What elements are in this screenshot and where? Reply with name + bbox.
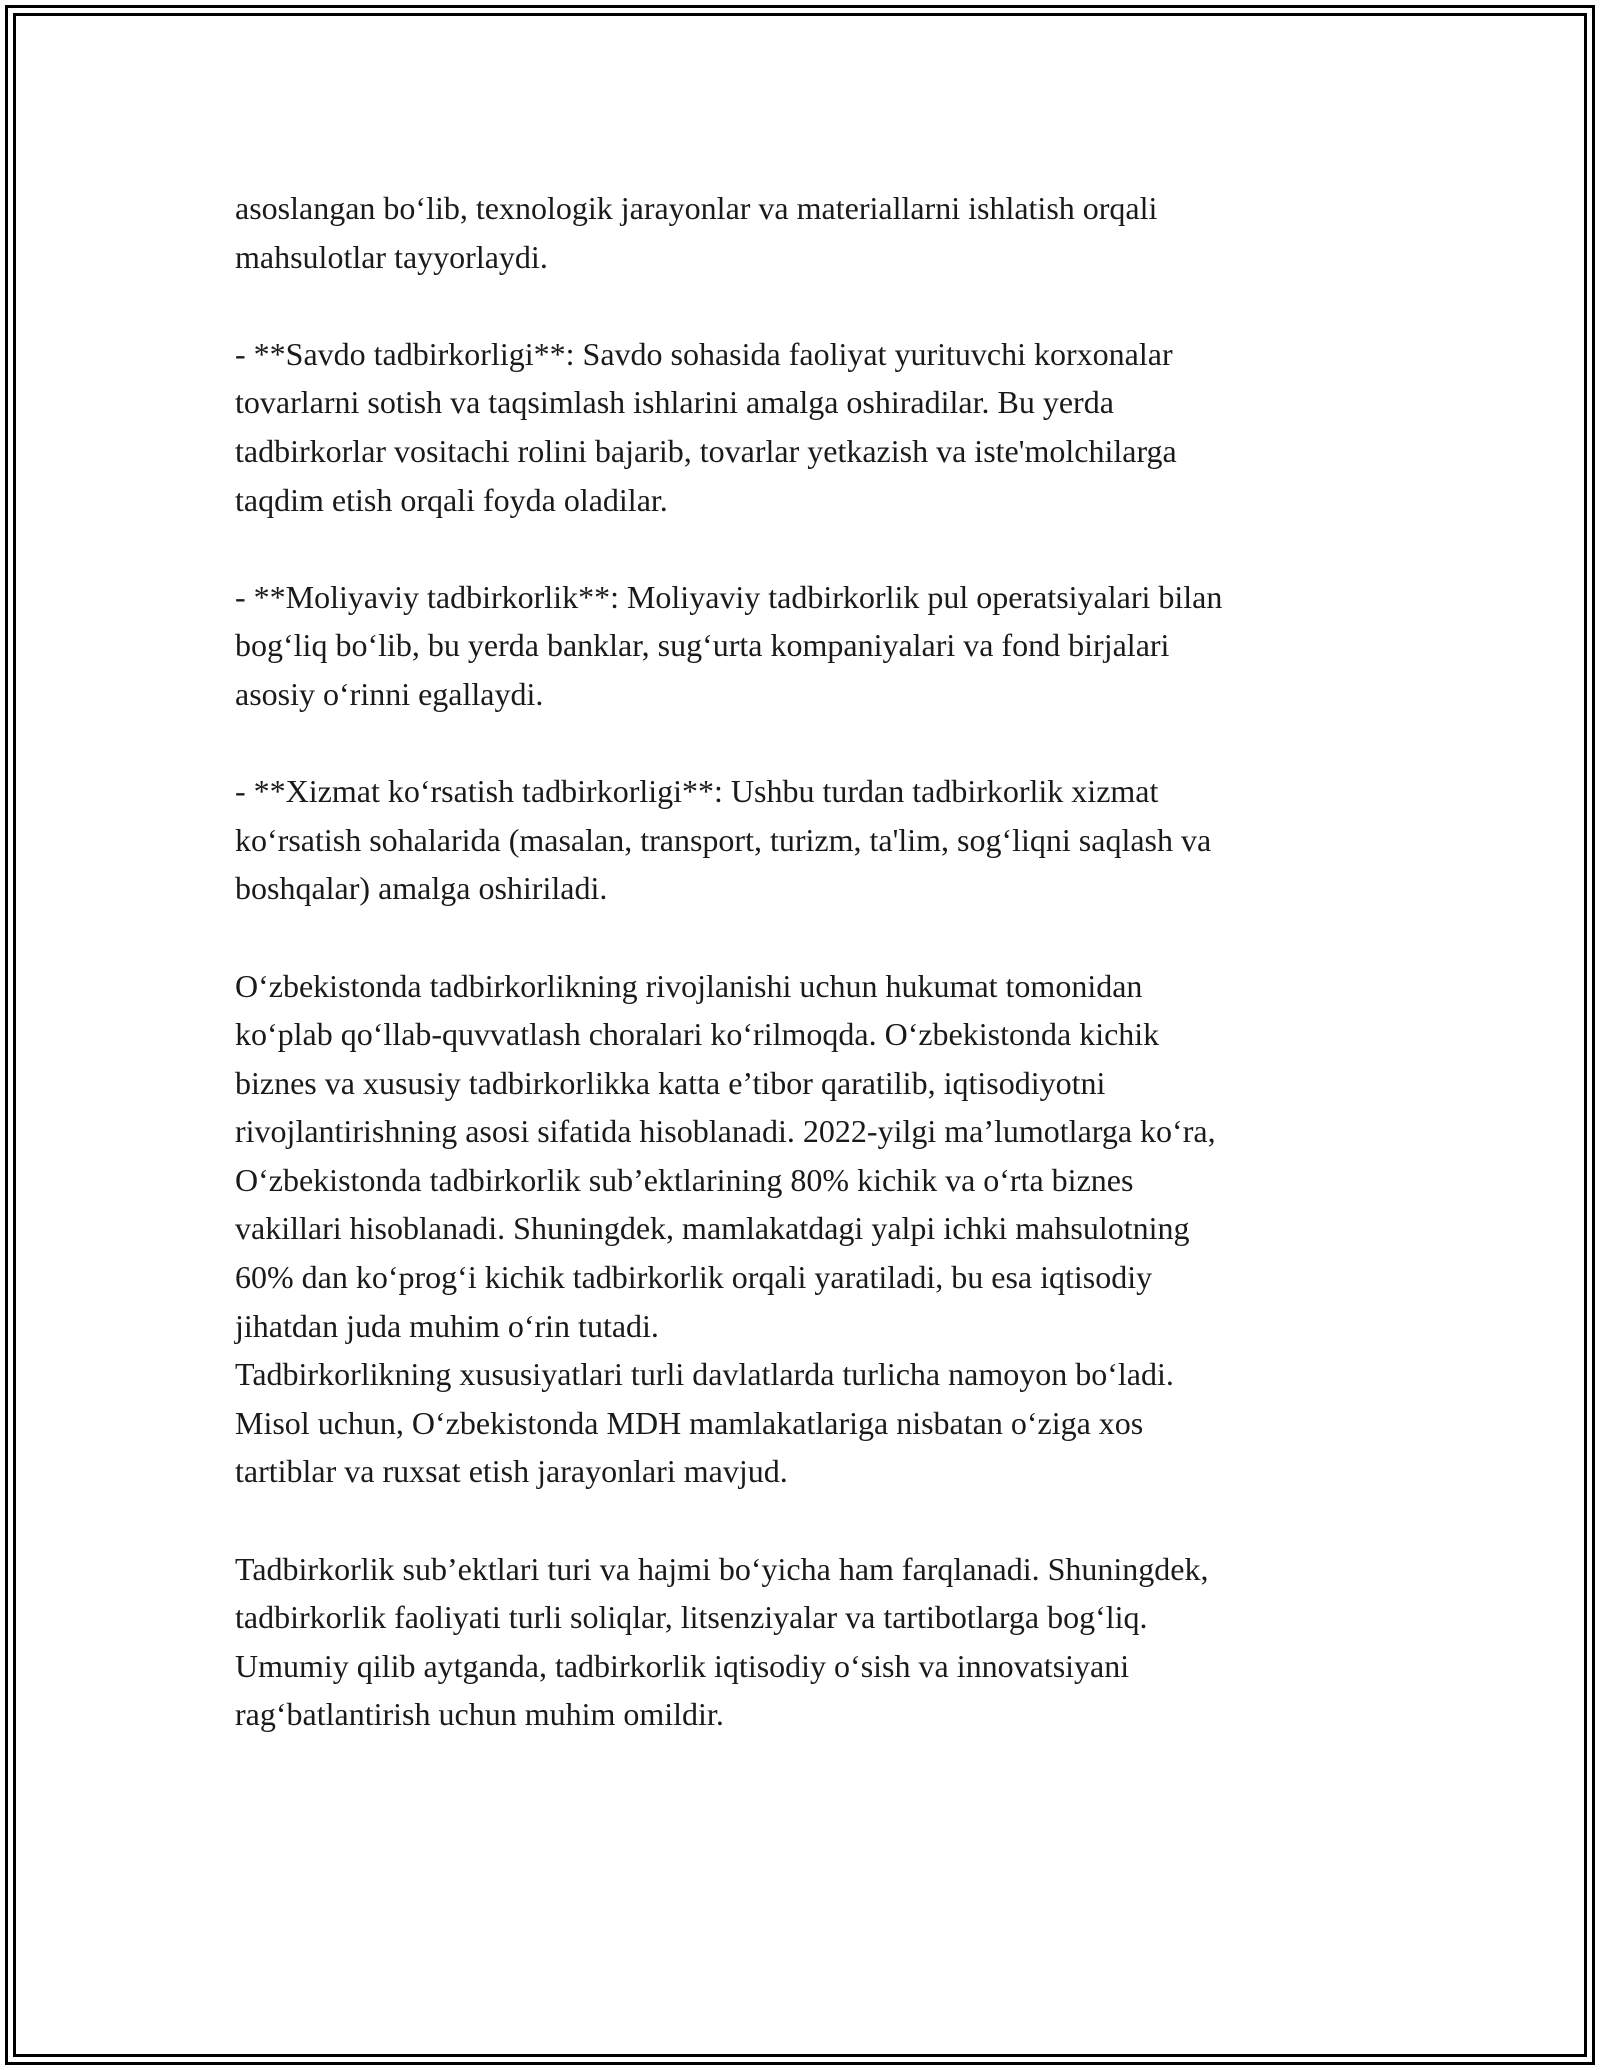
paragraph-spacer	[235, 1496, 1385, 1545]
paragraph-service-entrepreneurship: - **Xizmat ko‘rsatish tadbirkorligi**: Ushbu turdan tadbirkorlik xizmat ko‘rsatish sohalarida (masalan, transport, turizm, ta'lim, sog‘liqni saqlash va boshqalar) amalga oshiriladi.	[235, 773, 1212, 907]
paragraph-uzbekistan-support: O‘zbekistonda tadbirkorlikning rivojlanishi uchun hukumat tomonidan ko‘plab qo‘llab-quvvatlash choralari ko‘rilmoqda. O‘zbekistonda kichik biznes va xususiy tadbirkorlikka katta e’tibor qaratilib, iqtisodiyotni rivojlantirishning asosi sifatida hisoblanadi. 2022-yilgi ma’lumotlarga ko‘ra, O‘zbekistonda tadbirkorlik sub’ektlarining 80% kichik va o‘rta biznes vakillari hisoblanadi. Shuningdek, mamlakatdagi yalpi ichki mahsulotning 60% dan ko‘prog‘i kichik tadbirkorlik orqali yaratiladi, bu esa iqtisodiy jihatdan juda muhim o‘rin tutadi.	[235, 967, 1216, 1344]
paragraph-spacer	[235, 913, 1385, 962]
paragraph-spacer	[235, 719, 1385, 768]
paragraph-country-features: Tadbirkorlikning xususiyatlari turli davlatlarda turlicha namoyon bo‘ladi. Misol uchun, O‘zbekistonda MDH mamlakatlariga nisbatan o‘ziga xos tartiblar va ruxsat etish jarayonlari mavjud.	[235, 1356, 1174, 1490]
paragraph-trade-entrepreneurship: - **Savdo tadbirkorligi**: Savdo sohasida faoliyat yurituvchi korxonalar tovarlarni sotish va taqsimlash ishlarini amalga oshiradilar. Bu yerda tadbirkorlar vositachi rolini bajarib, tovarlar yetkazish va iste'molchilarga taqdim etish orqali foyda oladilar.	[235, 335, 1177, 518]
paragraph-production-intro: asoslangan bo‘lib, texnologik jarayonlar va materiallarni ishlatish orqali mahsulotlar tayyorlaydi.	[235, 190, 1158, 275]
paragraph-financial-entrepreneurship: - **Moliyaviy tadbirkorlik**: Moliyaviy tadbirkorlik pul operatsiyalari bilan bog‘liq bo‘lib, bu yerda banklar, sug‘urta kompaniyalari va fond birjalari asosiy o‘rinni egallaydi.	[235, 578, 1223, 712]
document-body	[235, 184, 1385, 1739]
paragraph-conclusion: Tadbirkorlik sub’ektlari turi va hajmi bo‘yicha ham farqlanadi. Shuningdek, tadbirkorlik faoliyati turli soliqlar, litsenziyalar va tartibotlarga bog‘liq. Umumiy qilib aytganda, tadbirkorlik iqtisodiy o‘sish va innovatsiyani rag‘batlantirish uchun muhim omildir.	[235, 1550, 1209, 1733]
paragraph-spacer	[235, 524, 1385, 573]
paragraph-spacer	[235, 281, 1385, 330]
